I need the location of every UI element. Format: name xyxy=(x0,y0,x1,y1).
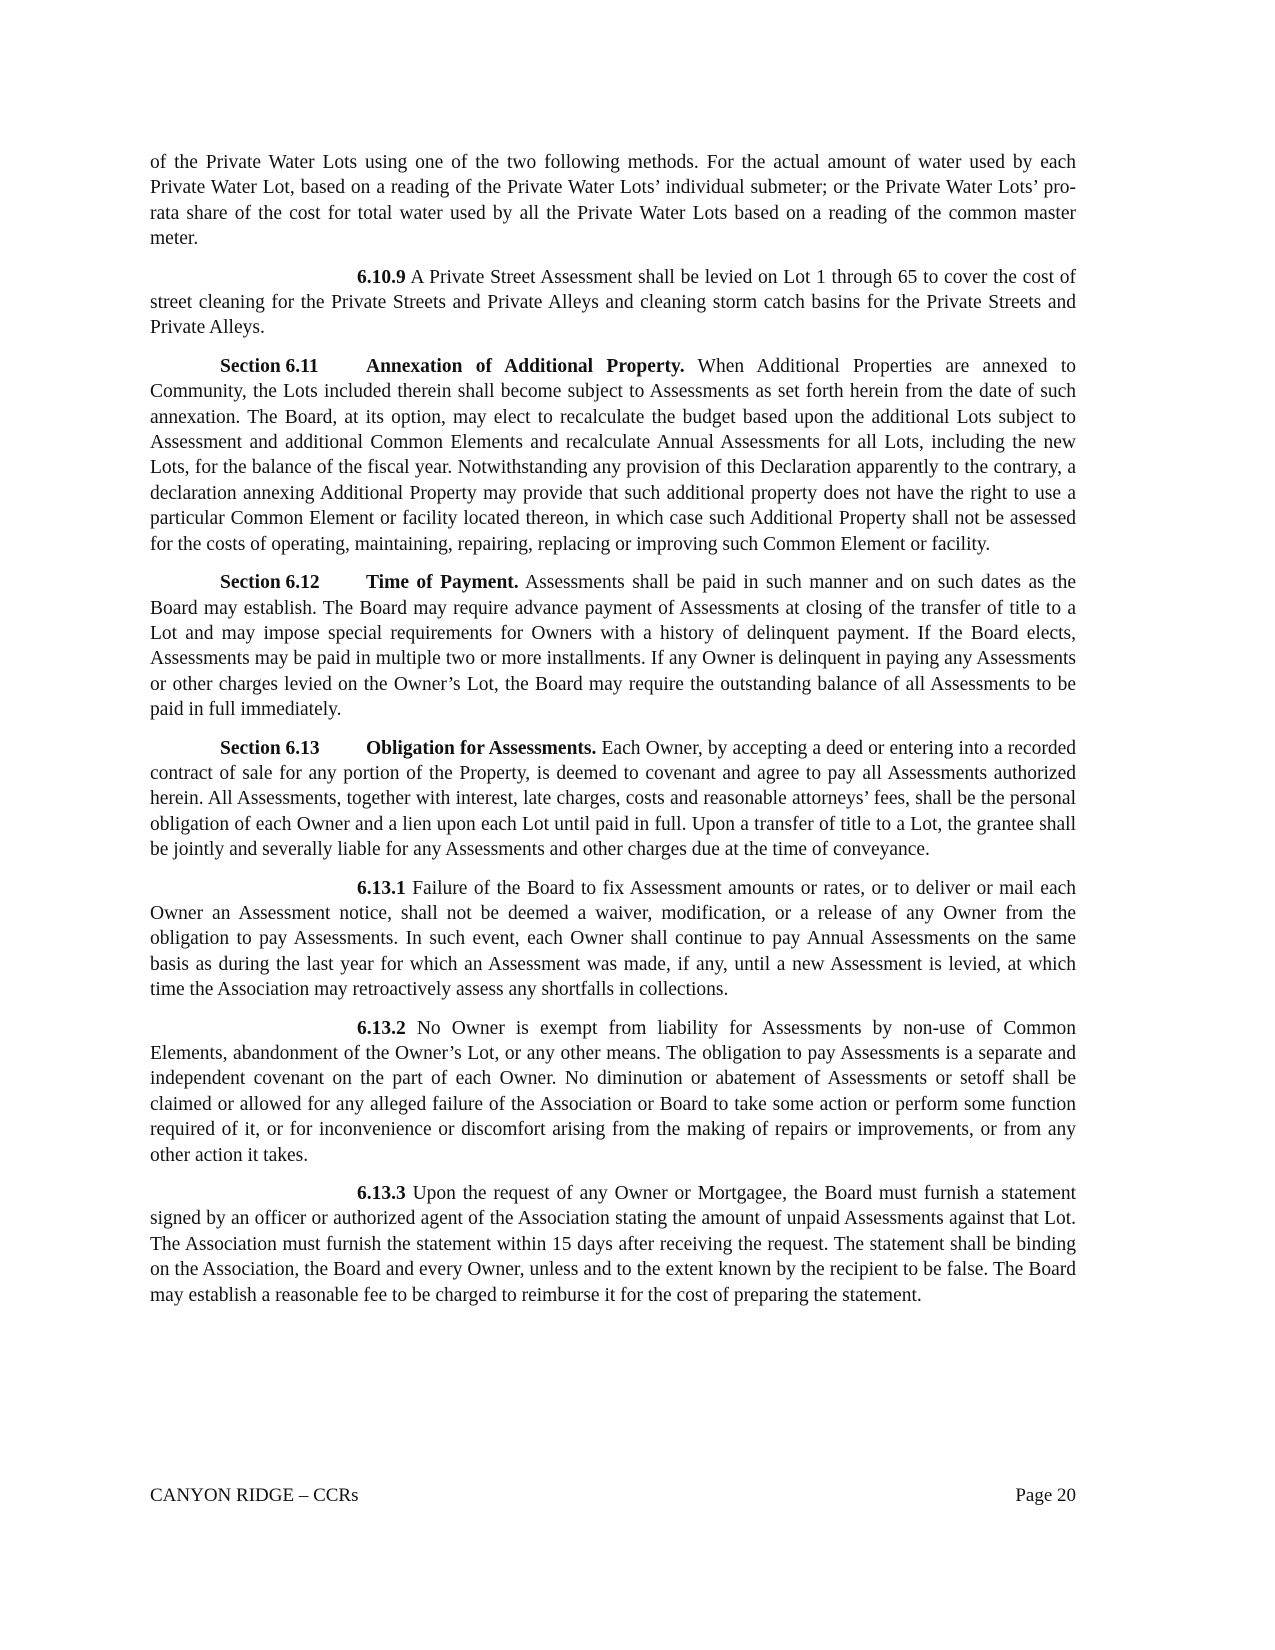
paragraph-water-lots-continued xyxy=(150,150,1076,252)
section-number: 6.13.3 xyxy=(357,1183,406,1205)
paragraph-section-6-13 xyxy=(150,736,1076,863)
page-footer xyxy=(150,1485,1076,1507)
paragraph-text: When Additional Properties are annexed to Community, the Lots included therein shall become subject to Assessments as set forth herein from the date of such annexation. The Board, at its option, may elect to recalculate the budget based upon the additional Lots subject to Assessment and additional Common Elements and recalculate Annual Assessments for all Lots, including the new Lots, for the balance of the fiscal year. Notwithstanding any provision of this Declaration apparently to the contrary, a declaration annexing Additional Property may provide that such additional property does not have the right to use a particular Common Element or facility located thereon, in which case such Additional Property shall not be assessed for the costs of operating, maintaining, repairing, replacing or improving such Common Element or facility. xyxy=(150,355,1076,555)
paragraph-text: No Owner is exempt from liability for Assessments by non-use of Common Elements, abandonment of the Owner’s Lot, or any other means. The obligation to pay Assessments is a separate and independent covenant on the part of each Owner. No diminution or abatement of Assessments or setoff shall be claimed or allowed for any alleged failure of the Association or Board to take some action or perform some function required of it, or for inconvenience or discomfort arising from the making of repairs or improvements, or from any other action it takes. xyxy=(150,1017,1076,1166)
paragraph-text: A Private Street Assessment shall be levied on Lot 1 through 65 to cover the cost of street cleaning for the Private Streets and Private Alleys and cleaning storm catch basins for the Private Streets and Private Alleys. xyxy=(150,266,1076,339)
footer-page-number: Page 20 xyxy=(1015,1485,1076,1506)
section-number: 6.13.2 xyxy=(357,1017,406,1039)
section-number: Section 6.13 xyxy=(220,737,320,759)
footer-document-title: CANYON RIDGE – CCRs xyxy=(150,1485,359,1506)
paragraph-section-6-12 xyxy=(150,570,1076,722)
paragraph-6-13-2 xyxy=(150,1016,1076,1168)
section-heading: Obligation for Assessments. xyxy=(366,737,597,759)
paragraph-6-10-9 xyxy=(150,265,1076,341)
section-number: Section 6.11 xyxy=(220,355,319,377)
paragraph-text: Failure of the Board to fix Assessment amounts or rates, or to deliver or mail each Owner an Assessment notice, shall not be deemed a waiver, modification, or a release of any Owner from the obligation to pay Assessments. In such event, each Owner shall continue to pay Annual Assessments on the same basis as during the last year for which an Assessment was made, if any, until a new Assessment is levied, at which time the Association may retroactively assess any shortfalls in collections. xyxy=(150,877,1076,1001)
paragraph-text: of the Private Water Lots using one of the two following methods. For the actual amount of water used by each Private Water Lot, based on a reading of the Private Water Lots’ individual submeter; or the Private Water Lots’ pro-rata share of the cost for total water used by all the Private Water Lots based on a reading of the common master meter. xyxy=(150,152,1076,250)
section-number: 6.10.9 xyxy=(357,266,406,288)
section-heading: Time of Payment. xyxy=(366,572,519,594)
paragraph-text: Assessments shall be paid in such manner and on such dates as the Board may establish. The Board may require advance payment of Assessments at closing of the transfer of title to a Lot and may impose special requirements for Owners with a history of delinquent payment. If the Board elects, Assessments may be paid in multiple two or more installments. If any Owner is delinquent in paying any Assessments or other charges levied on the Owner’s Lot, the Board may require the outstanding balance of all Assessments to be paid in full immediately. xyxy=(150,572,1076,721)
section-heading: Annexation of Additional Property. xyxy=(366,355,685,377)
paragraph-text: Upon the request of any Owner or Mortgagee, the Board must furnish a statement signed by an officer or authorized agent of the Association stating the amount of unpaid Assessments against that Lot. The Association must furnish the statement within 15 days after receiving the request. The statement shall be binding on the Association, the Board and every Owner, unless and to the extent known by the recipient to be false. The Board may establish a reasonable fee to be charged to reimburse it for the cost of preparing the statement. xyxy=(150,1183,1076,1306)
paragraph-6-13-1 xyxy=(150,876,1076,1003)
section-number: Section 6.12 xyxy=(220,572,320,594)
paragraph-text: Each Owner, by accepting a deed or entering into a recorded contract of sale for any portion of the Property, is deemed to covenant and agree to pay all Assessments authorized herein. All Assessments, together with interest, late charges, costs and reasonable attorneys’ fees, shall be the personal obligation of each Owner and a lien upon each Lot until paid in full. Upon a transfer of title to a Lot, the grantee shall be jointly and severally liable for any Assessments and other charges due at the time of conveyance. xyxy=(150,737,1076,861)
paragraph-6-13-3 xyxy=(150,1181,1076,1308)
section-number: 6.13.1 xyxy=(357,877,406,899)
paragraph-section-6-11 xyxy=(150,354,1076,557)
document-body xyxy=(150,150,1076,1321)
